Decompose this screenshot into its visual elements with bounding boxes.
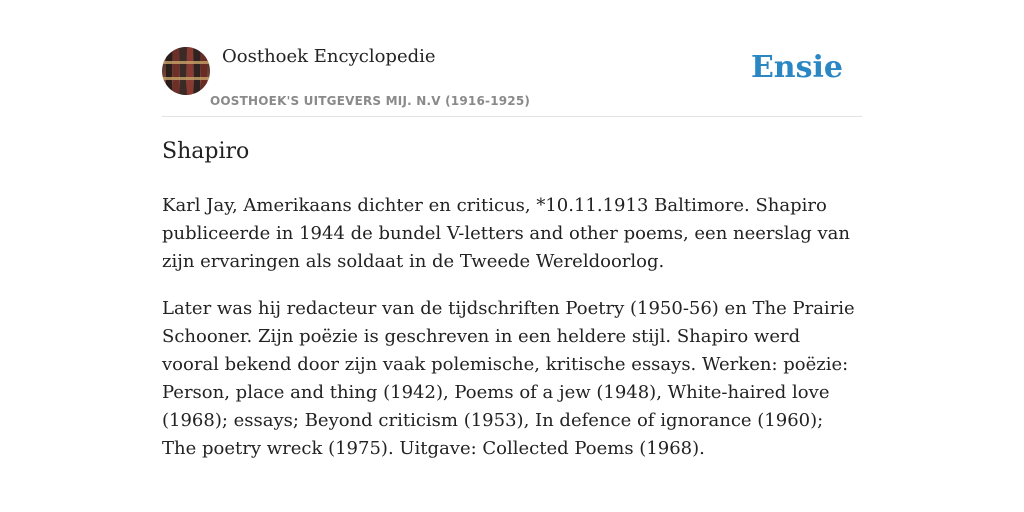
- books-icon: [162, 47, 210, 95]
- entry-paragraph: Karl Jay, Amerikaans dichter en criticus, *10.11.1913 Baltimore. Shapiro publiceerde in 1944 de bundel V-letters and other poems, een neerslag van zijn ervaringen als soldaat in de Tweede Wereldoorlog.: [162, 195, 850, 272]
- source-header: [162, 0, 862, 117]
- publisher-label: OOSTHOEK'S UITGEVERS MIJ. N.V (1916-1925): [210, 94, 531, 108]
- brand-logo[interactable]: Ensie: [750, 50, 843, 85]
- entry-title: Shapiro: [162, 139, 250, 164]
- entry-paragraph: Later was hij redacteur van de tijdschriften Poetry (1950-56) en The Prairie Schooner. Zijn poëzie is geschreven in een heldere stijl. Shapiro werd vooral bekend door zijn vaak polemische, kritische essays. Werken: poëzie: Person, place and thing (1942), Poems of a jew (1948), White-haired love (1968); essays; Beyond criticism (1953), In defence of ignorance (1960); The poetry wreck (1975). Uitgave: Collected Poems (1968).: [162, 298, 855, 459]
- entry-card: [162, 0, 862, 512]
- source-title[interactable]: Oosthoek Encyclopedie: [222, 46, 436, 67]
